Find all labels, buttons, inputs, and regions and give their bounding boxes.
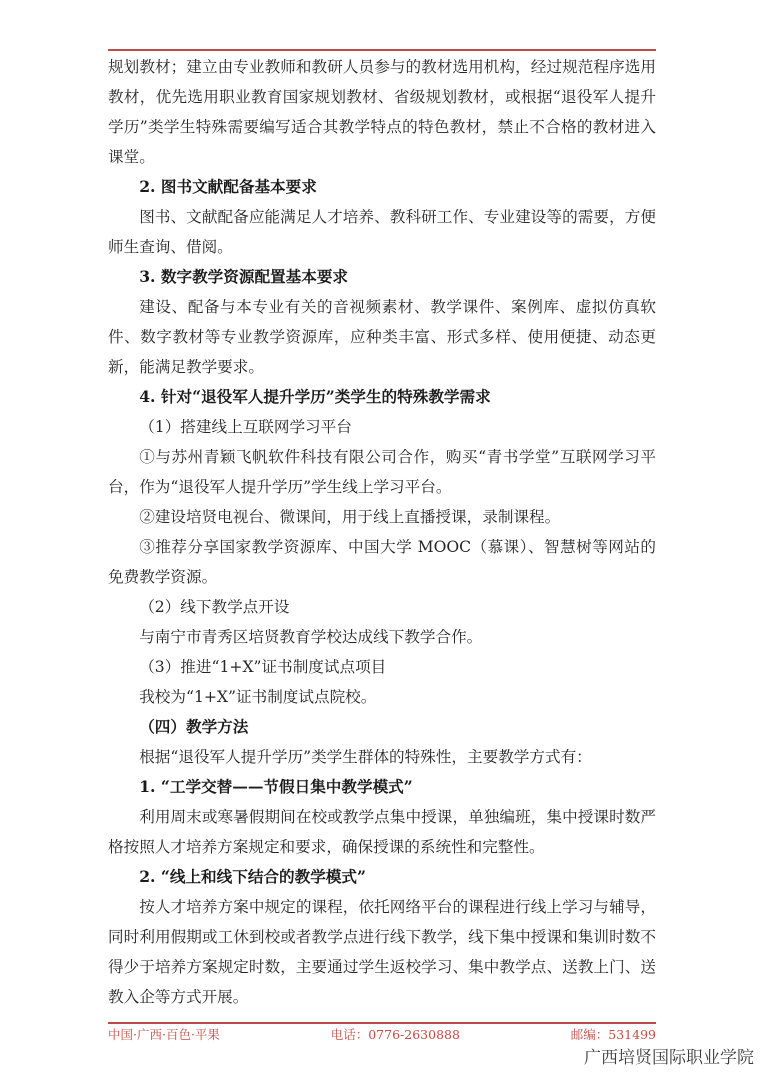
page-footer (108, 1026, 656, 1044)
paragraph: 根据“退役军人提升学历”类学生群体的特殊性，主要教学方式有： (139, 748, 592, 766)
footer-location: 中国·广西·百色·平果 (108, 1027, 220, 1042)
paragraph: 我校为“1+X”证书制度试点院校。 (139, 688, 377, 706)
footer-rule (108, 1022, 656, 1024)
paragraph: 利用周末或寒暑假期间在校或教学点集中授课，单独编班，集中授课时数严格按照人才培养方案规定和要求，确保授课的系统性和完整性。 (108, 808, 656, 856)
paragraph: （1）搭建线上互联网学习平台 (139, 418, 352, 436)
paragraph: 按人才培养方案中规定的课程，依托网络平台的课程进行线上学习与辅导，同时利用假期或工休到校或者教学点进行线下教学，线下集中授课和集训时数不得少于培养方案规定时数，主要通过学生返校学习、集中教学点、送教上门、送教入企等方式开展。 (108, 898, 656, 1006)
footer-postcode: 邮编：531499 (570, 1027, 656, 1042)
section-heading: （四）教学方法 (139, 717, 249, 736)
header-rule (108, 49, 656, 51)
section-heading: 2. “线上和线下结合的教学模式” (139, 867, 366, 886)
footer-phone: 电话：0776-2630888 (330, 1027, 460, 1042)
paragraph: 与南宁市青秀区培贤教育学校达成线下教学合作。 (139, 628, 483, 646)
paragraph: 图书、文献配备应能满足人才培养、教科研工作、专业建设等的需要，方便师生查询、借阅。 (108, 208, 656, 256)
paragraph: 规划教材；建立由专业教师和教研人员参与的教材选用机构，经过规范程序选用教材，优先选用职业教育国家规划教材、省级规划教材，或根据“退役军人提升学历”类学生特殊需要编写适合其教学特点的特色教材，禁止不合格的教材进入课堂。 (108, 58, 656, 166)
section-heading: 1. “工学交替——节假日集中教学模式” (139, 777, 413, 796)
section-heading: 2. 图书文献配备基本要求 (139, 177, 317, 196)
paragraph: 建设、配备与本专业有关的音视频素材、教学课件、案例库、虚拟仿真软件、数字教材等专业教学资源库，应种类丰富、形式多样、使用便捷、动态更新，能满足教学要求。 (108, 298, 656, 376)
paragraph: ②建设培贤电视台、微课间，用于线上直播授课，录制课程。 (139, 508, 561, 526)
paragraph: （2）线下教学点开设 (139, 598, 290, 616)
site-watermark: 广西培贤国际职业学院 (584, 1048, 754, 1068)
paragraph: ①与苏州青颖飞帆软件科技有限公司合作，购买“青书学堂”互联网学习平台，作为“退役军人提升学历”学生线上学习平台。 (108, 448, 656, 496)
paragraph: ③推荐分享国家教学资源库、中国大学 MOOC（慕课）、智慧树等网站的免费教学资源。 (108, 538, 656, 586)
section-heading: 4. 针对“退役军人提升学历”类学生的特殊教学需求 (139, 387, 491, 406)
section-heading: 3. 数字教学资源配置基本要求 (139, 267, 349, 286)
document-body (108, 52, 656, 1012)
paragraph: （3）推进“1+X”证书制度试点项目 (139, 658, 387, 676)
